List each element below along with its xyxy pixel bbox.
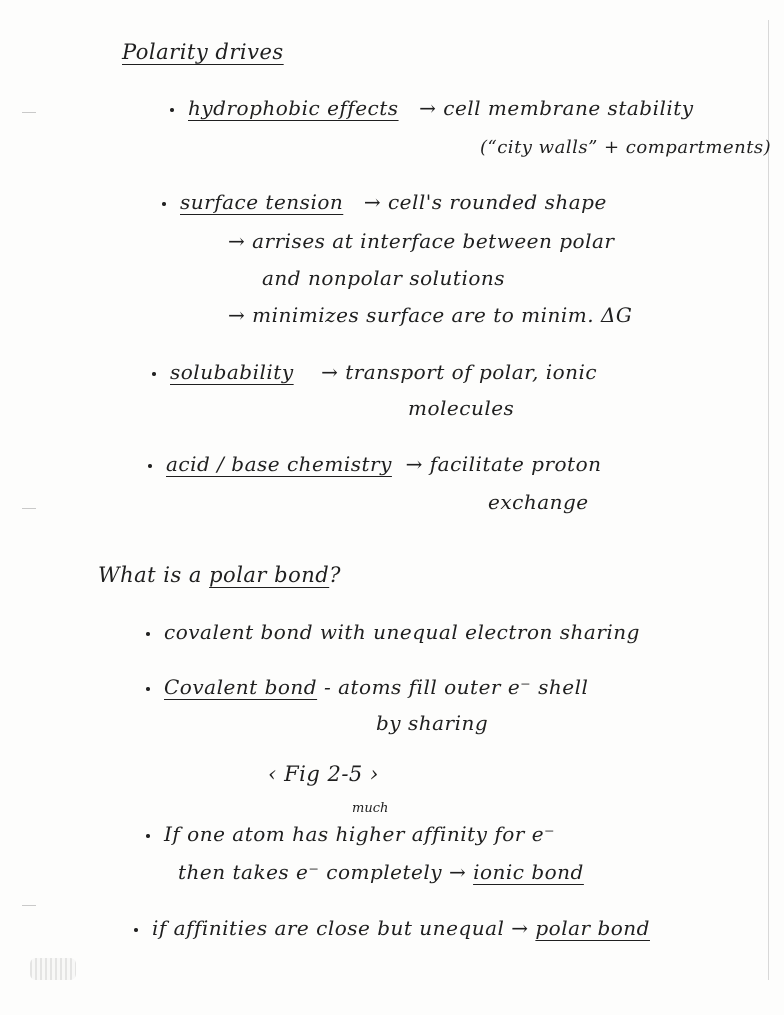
point-term: Covalent bond bbox=[164, 675, 318, 699]
margin-tick bbox=[22, 508, 36, 509]
point-text: then takes e⁻ completely → bbox=[178, 860, 474, 884]
bullet-dot bbox=[170, 108, 174, 112]
note-text: → cell membrane stability bbox=[419, 96, 694, 120]
bullet-dot bbox=[146, 632, 150, 636]
figure-reference: ‹ Fig 2-5 › bbox=[268, 762, 379, 786]
bullet-dot bbox=[152, 372, 156, 376]
note-continuation: molecules bbox=[408, 396, 515, 420]
question-post: ? bbox=[329, 563, 341, 587]
bullet-dot bbox=[146, 687, 150, 691]
scan-smudge bbox=[30, 958, 76, 980]
polar-bond-term: polar bond bbox=[535, 916, 650, 940]
bullet-dot bbox=[146, 834, 150, 838]
note-item-acid-base bbox=[148, 452, 602, 476]
note-continuation: exchange bbox=[488, 490, 589, 514]
page-edge-line bbox=[768, 20, 769, 980]
note-continuation: and nonpolar solutions bbox=[262, 266, 506, 290]
question-heading bbox=[98, 563, 341, 587]
point-continuation: by sharing bbox=[376, 711, 489, 735]
bullet-dot bbox=[148, 464, 152, 468]
note-text: → cell's rounded shape bbox=[363, 190, 607, 214]
note-continuation: → minimizes surface are to minim. ΔG bbox=[228, 303, 633, 327]
point-continuation bbox=[178, 860, 584, 884]
margin-tick bbox=[22, 112, 36, 113]
point-covalent-unequal bbox=[146, 620, 640, 644]
point-text: - atoms fill outer e⁻ shell bbox=[317, 675, 589, 699]
note-item-solubability bbox=[152, 360, 597, 384]
note-continuation: (“city walls” + compartments) bbox=[480, 137, 772, 158]
note-term: surface tension bbox=[180, 190, 344, 214]
notes-heading: Polarity drives bbox=[122, 40, 284, 64]
note-term: solubability bbox=[170, 360, 294, 384]
note-item-hydrophobic bbox=[170, 96, 694, 120]
point-text: if affinities are close but unequal → bbox=[152, 916, 536, 940]
note-term: hydrophobic effects bbox=[188, 96, 399, 120]
point-text: covalent bond with unequal electron sharing bbox=[164, 620, 640, 644]
point-ionic bbox=[146, 822, 555, 846]
inserted-word: much bbox=[352, 801, 389, 816]
point-text: higher affinity for e⁻ bbox=[335, 822, 556, 846]
note-item-surface-tension bbox=[162, 190, 607, 214]
question-pre: What is a bbox=[98, 563, 210, 587]
note-continuation: → arrises at interface between polar bbox=[228, 229, 615, 253]
note-text: → facilitate proton bbox=[405, 452, 602, 476]
margin-tick bbox=[22, 905, 36, 906]
note-term: acid / base chemistry bbox=[166, 452, 392, 476]
ionic-bond-term: ionic bond bbox=[473, 860, 584, 884]
note-text: → transport of polar, ionic bbox=[321, 360, 598, 384]
point-covalent-bond bbox=[146, 675, 588, 699]
point-polar bbox=[134, 916, 650, 940]
bullet-dot bbox=[134, 928, 138, 932]
bullet-dot bbox=[162, 202, 166, 206]
question-term: polar bond bbox=[209, 563, 330, 587]
point-text: If one atom has bbox=[164, 822, 336, 846]
